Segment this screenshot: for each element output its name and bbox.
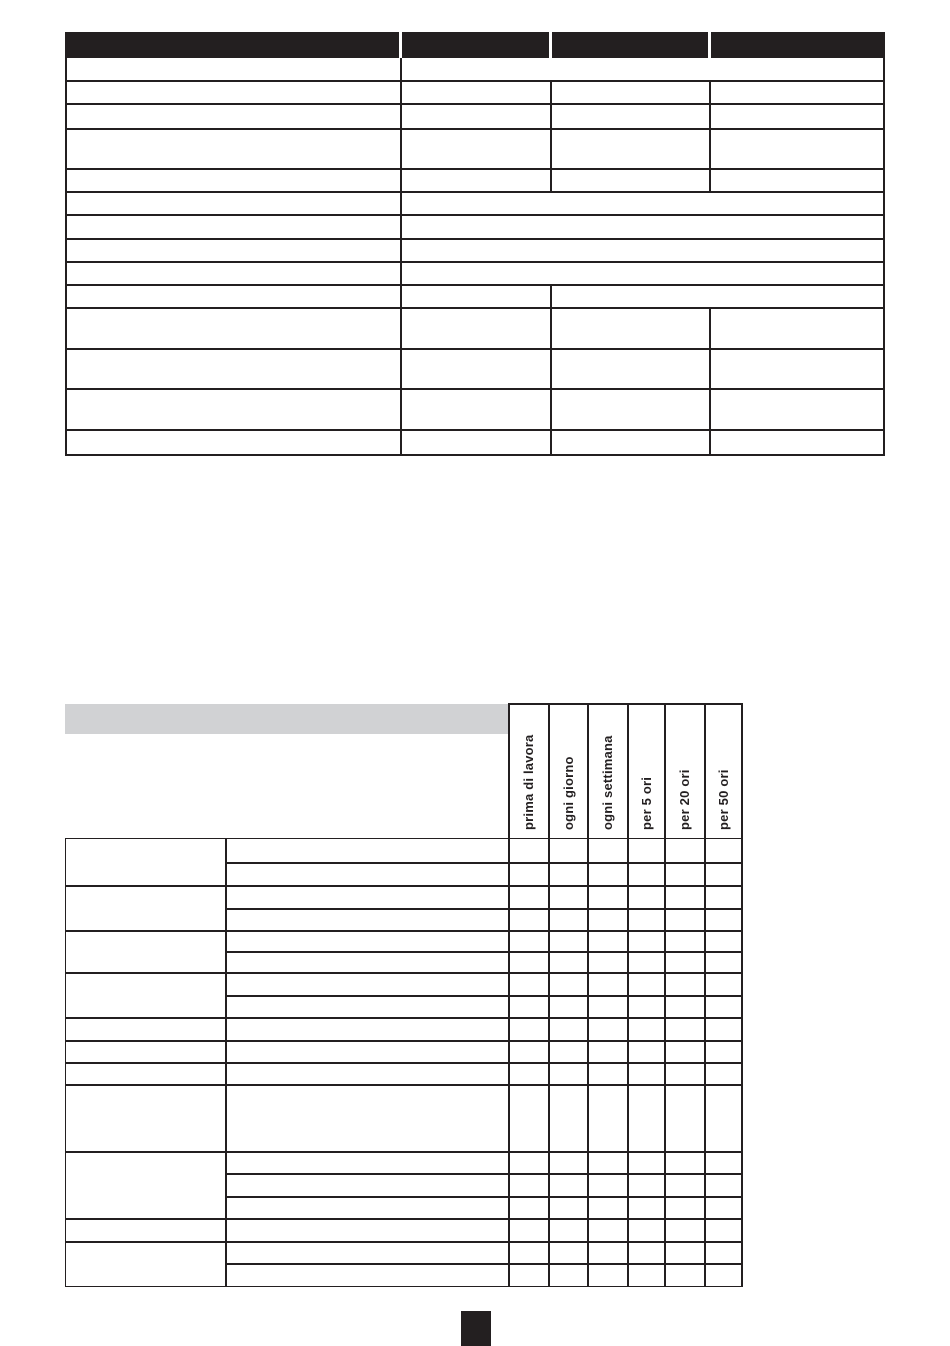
specs-row-line bbox=[65, 214, 885, 216]
freq-header-giorno: ogni giorno bbox=[561, 756, 576, 830]
maintenance-title-band bbox=[65, 704, 508, 734]
specs-col-line bbox=[400, 58, 402, 456]
freq-header-prima: prima di lavora bbox=[521, 734, 536, 830]
maint-group-line bbox=[65, 885, 742, 887]
maint-group-line bbox=[65, 930, 742, 932]
specs-header-divider bbox=[399, 32, 402, 58]
maint-subrow-line bbox=[225, 908, 742, 910]
specs-row-line bbox=[65, 168, 885, 170]
page-number-box bbox=[461, 1311, 491, 1346]
maint-subrow-line bbox=[225, 1196, 742, 1198]
specs-row-line bbox=[65, 238, 885, 240]
specs-row-line bbox=[65, 429, 885, 431]
specs-col-line bbox=[709, 307, 711, 456]
maint-subrow-line bbox=[225, 1173, 742, 1175]
specs-col-line bbox=[709, 80, 711, 191]
maint-group-line bbox=[65, 972, 742, 974]
specs-row-line bbox=[65, 388, 885, 390]
specs-row-line bbox=[65, 284, 885, 286]
specs-row-line bbox=[65, 307, 885, 309]
specs-col-line bbox=[550, 80, 552, 191]
maint-group-line bbox=[65, 1062, 742, 1064]
maint-group-line bbox=[65, 1084, 742, 1086]
maint-group-line bbox=[65, 1151, 742, 1153]
maint-header-top bbox=[508, 703, 742, 705]
maint-subrow-line bbox=[225, 862, 742, 864]
specs-row-line bbox=[65, 261, 885, 263]
specs-frame bbox=[65, 58, 885, 456]
specs-header-divider bbox=[708, 32, 711, 58]
specs-col-line bbox=[550, 284, 552, 456]
maint-subrow-line bbox=[225, 995, 742, 997]
maint-group-line bbox=[65, 1040, 742, 1042]
specs-row-line bbox=[65, 191, 885, 193]
freq-header-20ori: per 20 ori bbox=[677, 769, 692, 830]
freq-header-50ori: per 50 ori bbox=[716, 769, 731, 830]
maint-group-line bbox=[65, 1017, 742, 1019]
maint-subrow-line bbox=[225, 951, 742, 953]
maint-group-line bbox=[65, 1218, 742, 1220]
maint-subrow-line bbox=[225, 1263, 742, 1265]
specs-row-line bbox=[65, 80, 885, 82]
specs-row-line bbox=[65, 128, 885, 130]
freq-header-settimana: ogni settimana bbox=[600, 735, 615, 830]
specs-header-divider bbox=[549, 32, 552, 58]
specs-header-band bbox=[65, 32, 885, 58]
specs-row-line bbox=[65, 103, 885, 105]
specs-row-line bbox=[65, 348, 885, 350]
maint-group-line bbox=[65, 1241, 742, 1243]
freq-header-5ori: per 5 ori bbox=[639, 776, 654, 830]
